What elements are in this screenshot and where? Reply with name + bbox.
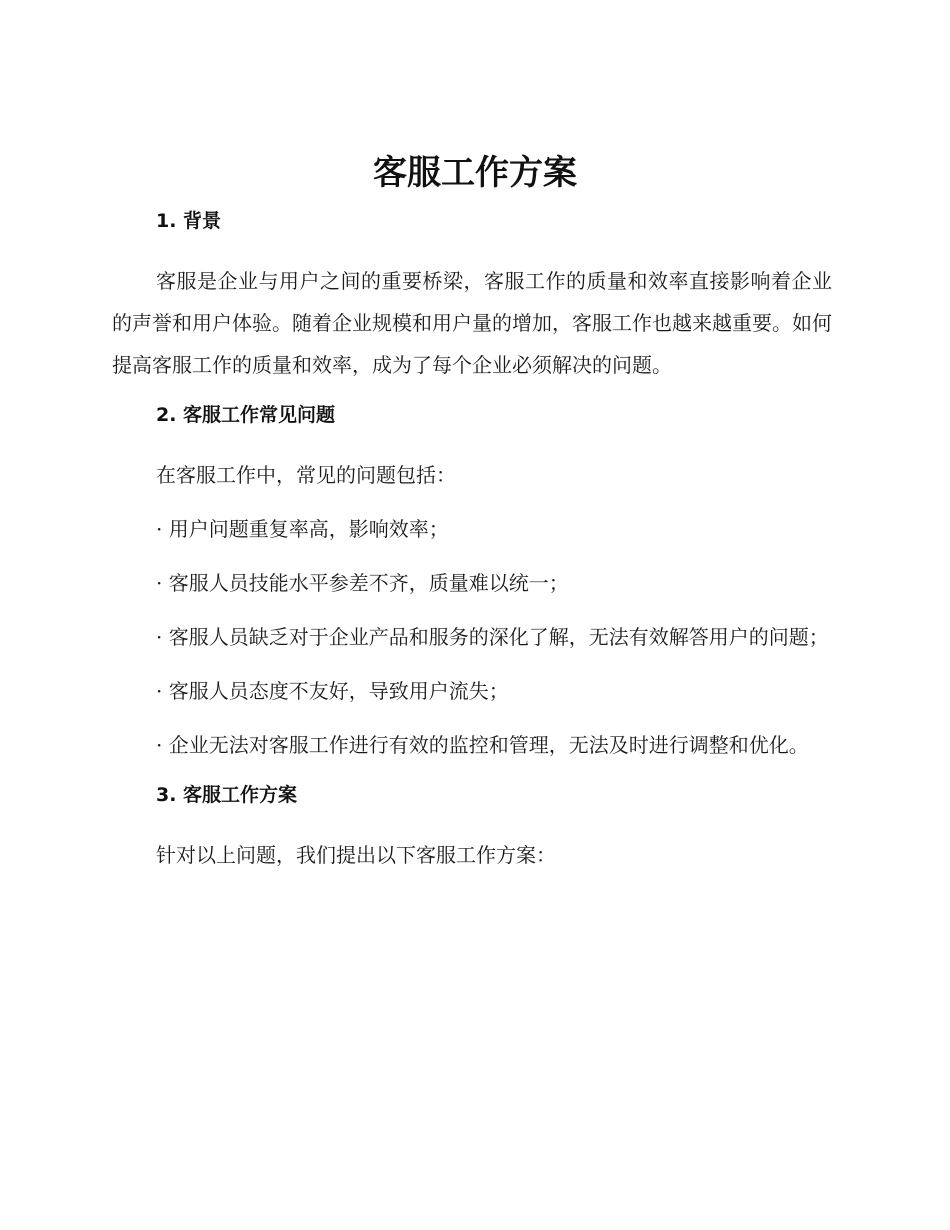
section-solution [112, 778, 832, 876]
section-heading: 3. 客服工作方案 [156, 784, 298, 806]
paragraph: 针对以上问题，我们提出以下客服工作方案： [156, 843, 556, 867]
section-heading: 1. 背景 [156, 210, 222, 232]
bullet-item: · 企业无法对客服工作进行有效的监控和管理，无法及时进行调整和优化。 [156, 733, 809, 757]
section-background [112, 204, 832, 386]
section-heading: 2. 客服工作常见问题 [156, 404, 336, 426]
bullet-item: · 用户问题重复率高，影响效率； [156, 517, 449, 541]
paragraph: 在客服工作中，常见的问题包括： [156, 463, 456, 487]
bullet-item: · 客服人员态度不友好，导致用户流失； [156, 679, 509, 703]
section-common-problems [112, 398, 832, 766]
bullet-item: · 客服人员缺乏对于企业产品和服务的深化了解，无法有效解答用户的问题； [156, 625, 829, 649]
paragraph: 客服是企业与用户之间的重要桥梁，客服工作的质量和效率直接影响着企业的声誉和用户体验。随着企业规模和用户量的增加，客服工作也越来越重要。如何提高客服工作的质量和效率，成为了每个企业必须解决的问题。 [112, 269, 832, 377]
bullet-item: · 客服人员技能水平参差不齐，质量难以统一； [156, 571, 569, 595]
document-body [112, 204, 832, 888]
document-title: 客服工作方案 [373, 153, 577, 193]
